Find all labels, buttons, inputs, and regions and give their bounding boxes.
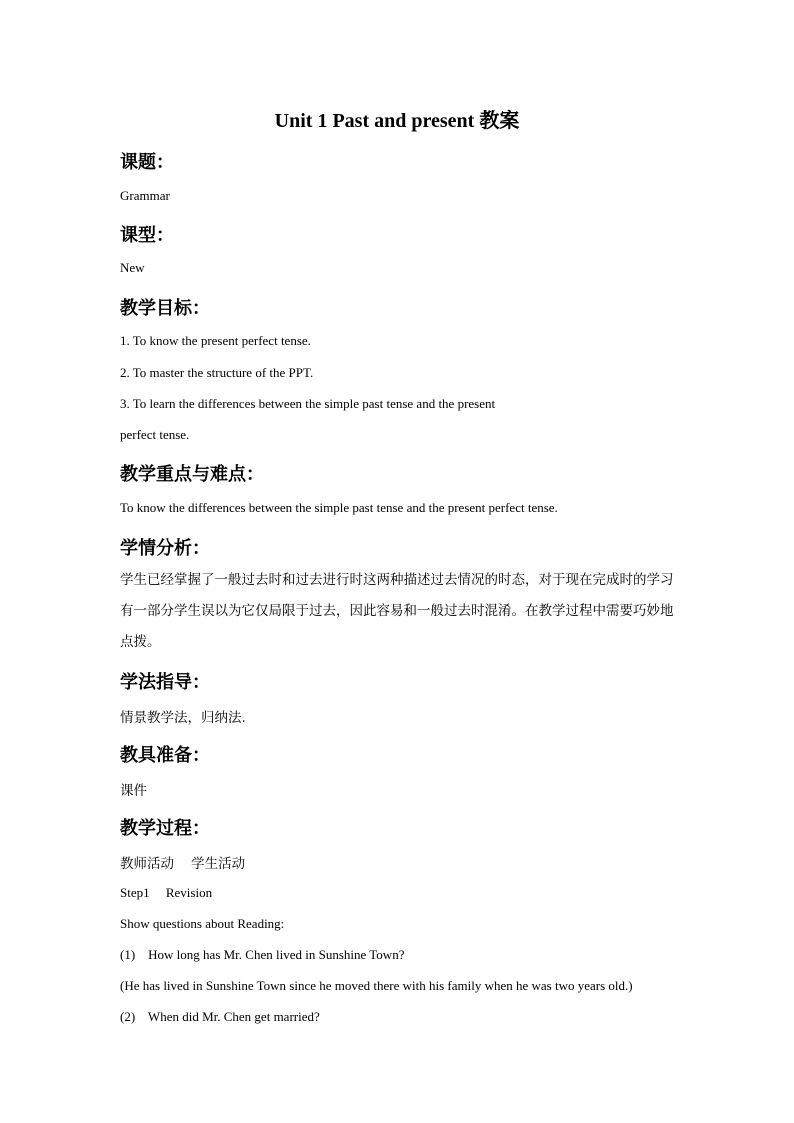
process-columns: 教师活动 学生活动 <box>120 856 246 872</box>
topic-heading: 课题： <box>120 152 174 173</box>
process-intro: Show questions about Reading: <box>120 916 285 931</box>
process-step: Step1 Revision <box>120 885 213 900</box>
document-title: Unit 1 Past and present 教案 <box>274 110 520 132</box>
lesson-type-content: New <box>120 260 145 275</box>
lesson-type-heading: 课型： <box>120 225 174 246</box>
methods-heading: 学法指导： <box>120 672 210 693</box>
topic-content: Grammar <box>120 188 170 203</box>
preparation-content: 课件 <box>120 783 147 799</box>
objectives-heading: 教学目标： <box>120 298 210 319</box>
key-points-heading: 教学重点与难点： <box>120 464 264 485</box>
objective-item-3-continued: perfect tense. <box>120 427 190 442</box>
objective-item-2: 2. To master the structure of the PPT. <box>120 365 314 380</box>
process-heading: 教学过程： <box>120 818 210 839</box>
key-points-content: To know the differences between the simple past tense and the present perfect tense. <box>120 500 558 515</box>
process-answer-1: (He has lived in Sunshine Town since he moved there with his family when he was two years old.) <box>120 978 633 993</box>
preparation-heading: 教具准备： <box>120 745 210 766</box>
process-question-2: (2) When did Mr. Chen get married? <box>120 1009 320 1024</box>
objective-item-3: 3. To learn the differences between the simple past tense and the present <box>120 396 496 411</box>
analysis-content: 学生已经掌握了一般过去时和过去进行时这两种描述过去情况的时态，对于现在完成时的学习有一部分学生误以为它仅局限于过去，因此容易和一般过去时混淆。在教学过程中需要巧妙地点拨。 <box>120 572 674 650</box>
analysis-heading: 学情分析： <box>120 538 210 559</box>
methods-content: 情景教学法，归纳法. <box>120 710 246 726</box>
process-question-1: (1) How long has Mr. Chen lived in Sunshine Town? <box>120 947 405 962</box>
objective-item-1: 1. To know the present perfect tense. <box>120 333 311 348</box>
